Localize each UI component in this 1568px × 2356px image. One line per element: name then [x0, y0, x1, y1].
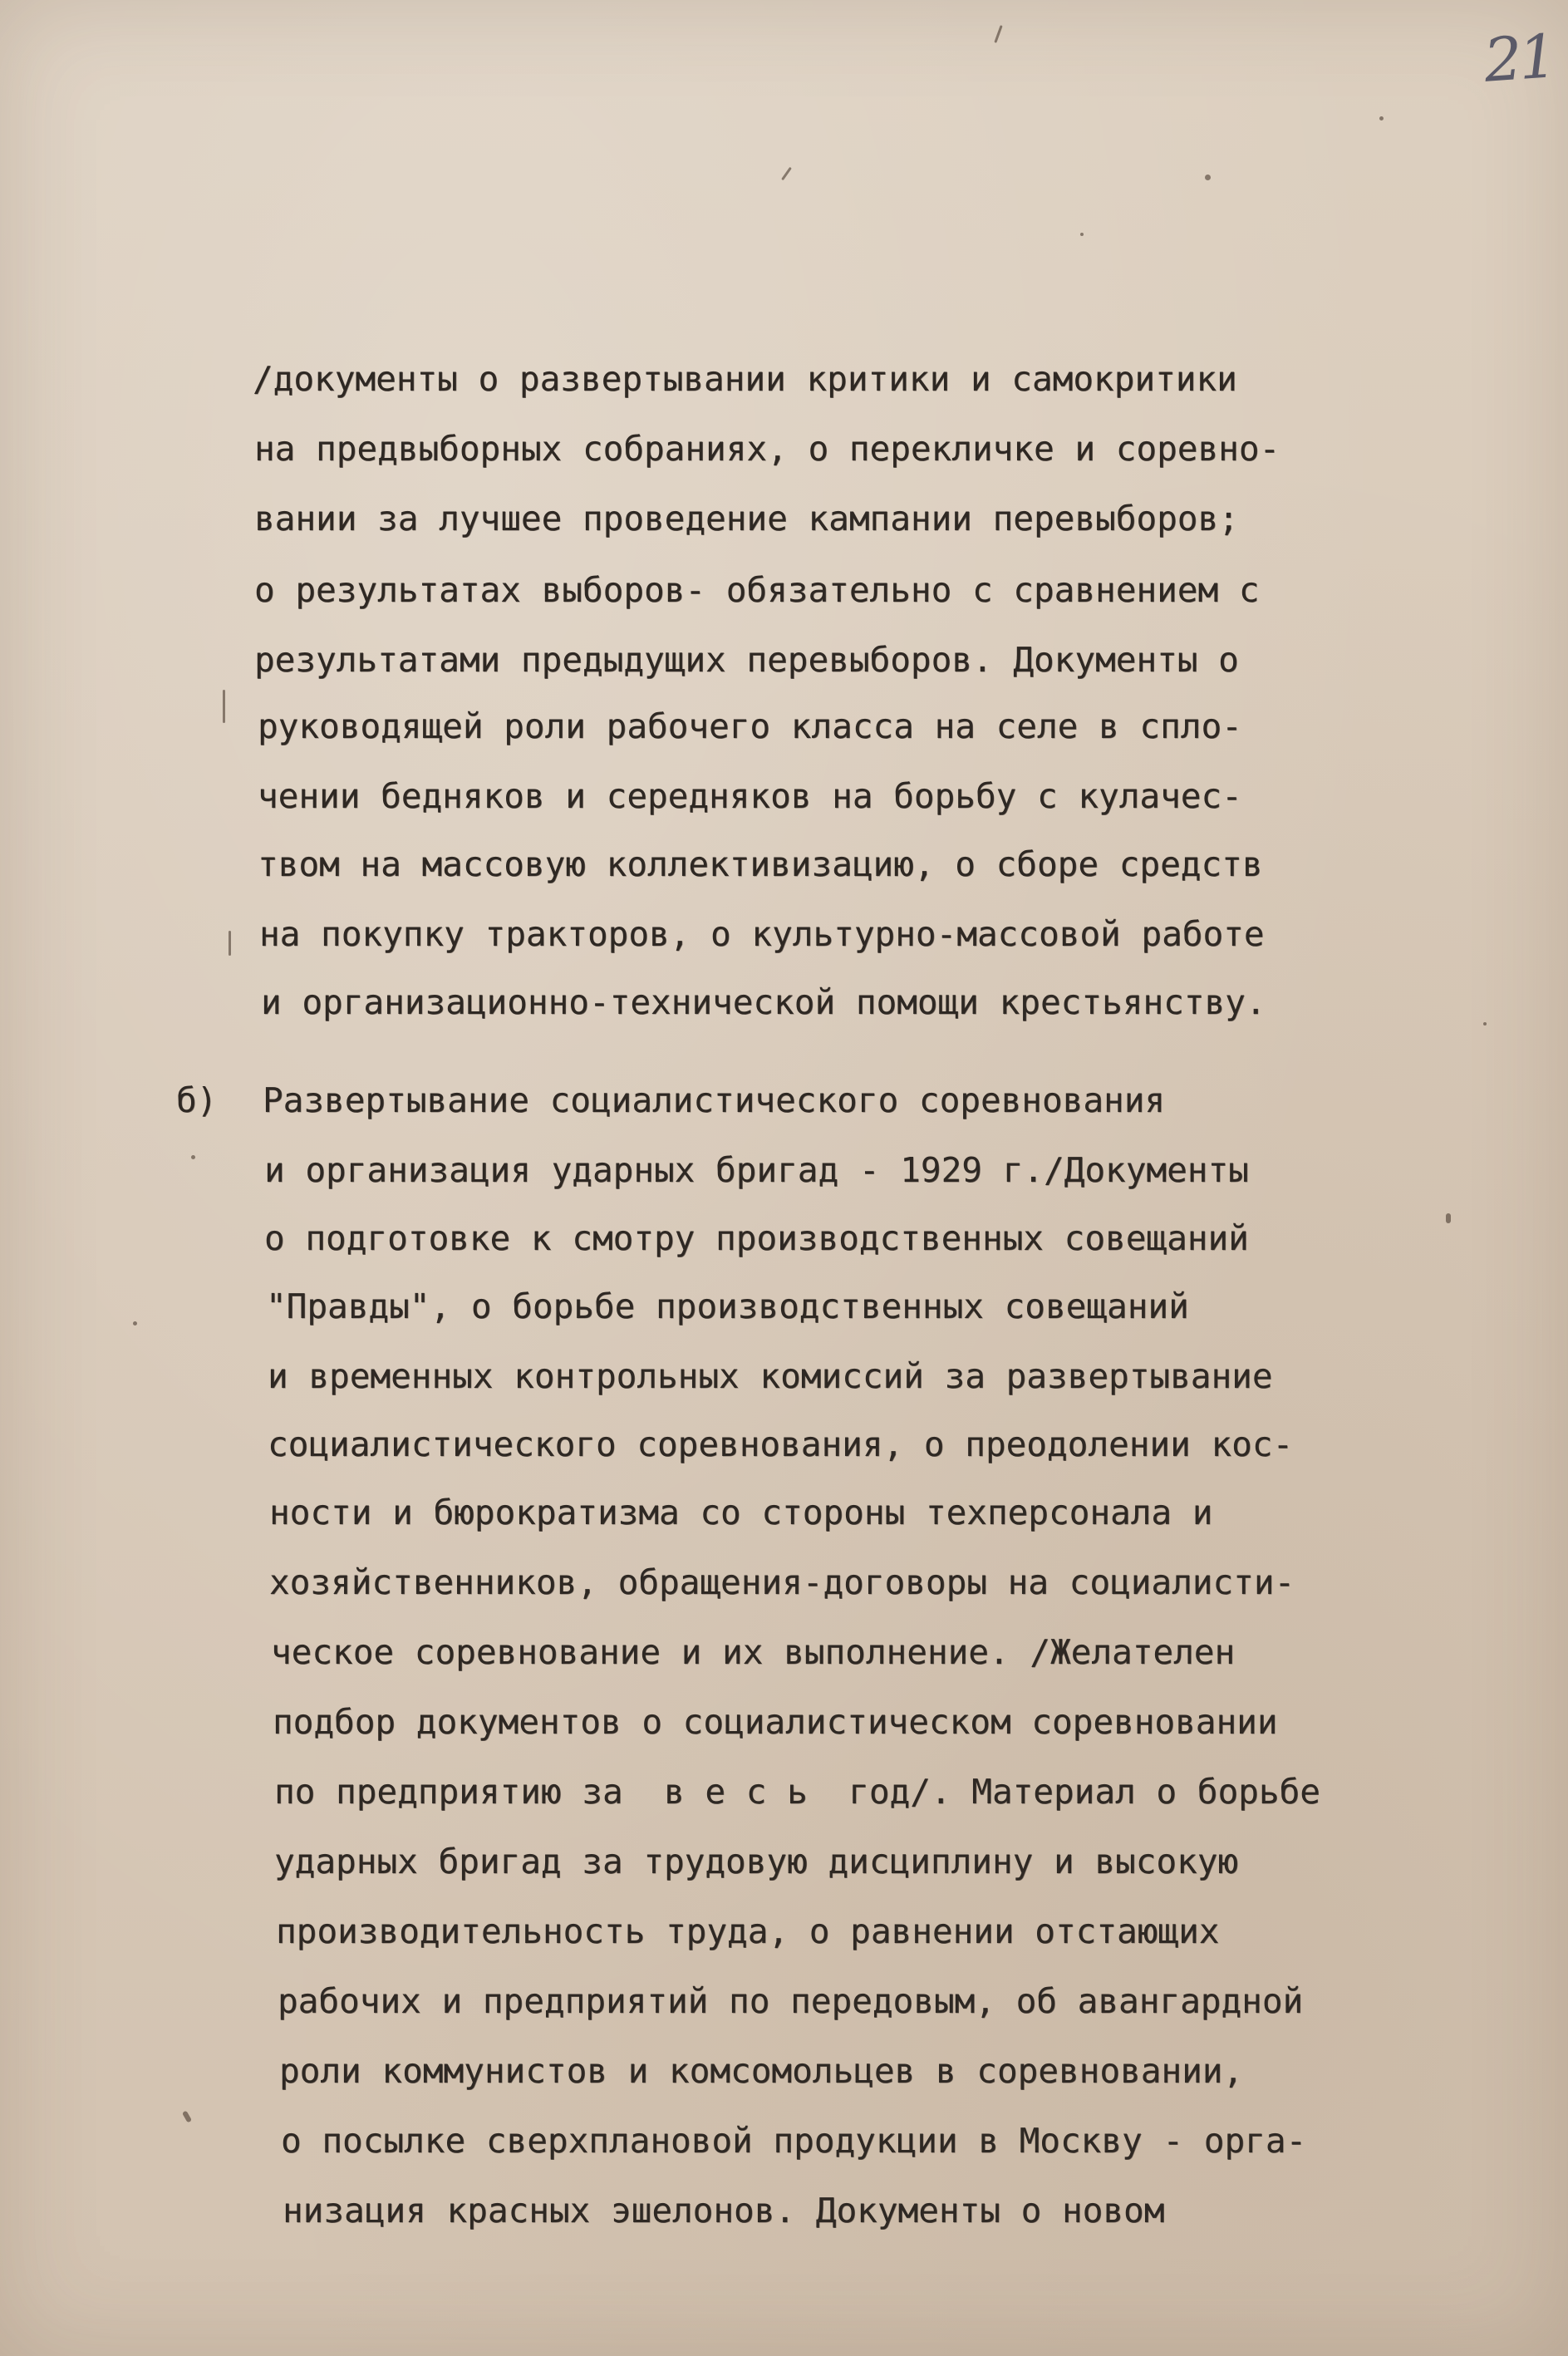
text-line: о подготовке к смотру производственных совещаний [264, 1218, 1249, 1258]
text-line: и организационно-технической помощи крестьянству. [261, 982, 1266, 1022]
text-line: на предвыборных собраниях, о перекличке и соревно- [254, 429, 1280, 469]
paper-speck [223, 690, 225, 723]
text-line: низация красных эшелонов. Документы о новом [283, 2191, 1165, 2231]
section-label-b: б) [176, 1080, 218, 1120]
text-line: вании за лучшее проведение кампании перевыборов; [254, 499, 1239, 539]
text-line: на покупку тракторов, о культурно-массовой работе [259, 914, 1265, 954]
text-line: результатами предыдущих перевыборов. Документы о [254, 640, 1239, 680]
paper-speck [1080, 233, 1084, 236]
paper-speck [182, 2110, 192, 2122]
text-line: Развертывание социалистического соревнования [263, 1080, 1166, 1120]
paper-speck [229, 931, 231, 956]
text-line: ческое соревнование и их выполнение. /Желателен [271, 1632, 1236, 1672]
text-line: ности и бюрократизма со стороны техперсонала и [269, 1493, 1213, 1532]
paper-speck [1446, 1213, 1451, 1223]
text-line: чении бедняков и середняков на борьбу с кулачес- [258, 776, 1242, 816]
text-line: подбор документов о социалистическом соревновании [273, 1702, 1278, 1742]
text-line: и временных контрольных комиссий за развертывание [268, 1356, 1273, 1396]
text-line: по предприятию за в е с ь год/. Материал о борьбе [274, 1772, 1320, 1812]
text-line: и организация ударных бригад - 1929 г./Документы [264, 1150, 1249, 1190]
paper-speck [1483, 1022, 1487, 1026]
text-line: роли коммунистов и комсомольцев в соревновании, [279, 2051, 1244, 2091]
paper-speck [191, 1155, 195, 1159]
text-line: руководящей роли рабочего класса на селе в спло- [258, 706, 1242, 746]
text-line: твом на массовую коллективизацию, о сборе средств [258, 844, 1263, 884]
text-line: /документы о развертывании критики и самокритики [253, 359, 1237, 399]
paper-speck [781, 167, 792, 180]
text-line: социалистического соревнования, о преодолении кос- [268, 1424, 1294, 1464]
paper-speck [133, 1321, 137, 1326]
text-line: ударных бригад за трудовую дисциплину и высокую [274, 1842, 1239, 1881]
paper-speck [994, 25, 1002, 43]
paper-speck [1379, 116, 1384, 121]
paper-speck [1205, 175, 1211, 180]
text-line: о результатах выборов- обязательно с сравнением с [254, 570, 1260, 610]
text-line: хозяйственников, обращения-договоры на социалисти- [269, 1562, 1295, 1602]
page-number: 21 [1482, 21, 1556, 96]
text-line: "Правды", о борьбе производственных совещаний [266, 1286, 1189, 1326]
text-line: производительность труда, о равнении отстающих [276, 1911, 1220, 1951]
text-line: о посылке сверхплановой продукции в Москву - орга- [281, 2121, 1307, 2161]
text-line: рабочих и предприятий по передовым, об авангардной [278, 1981, 1304, 2021]
